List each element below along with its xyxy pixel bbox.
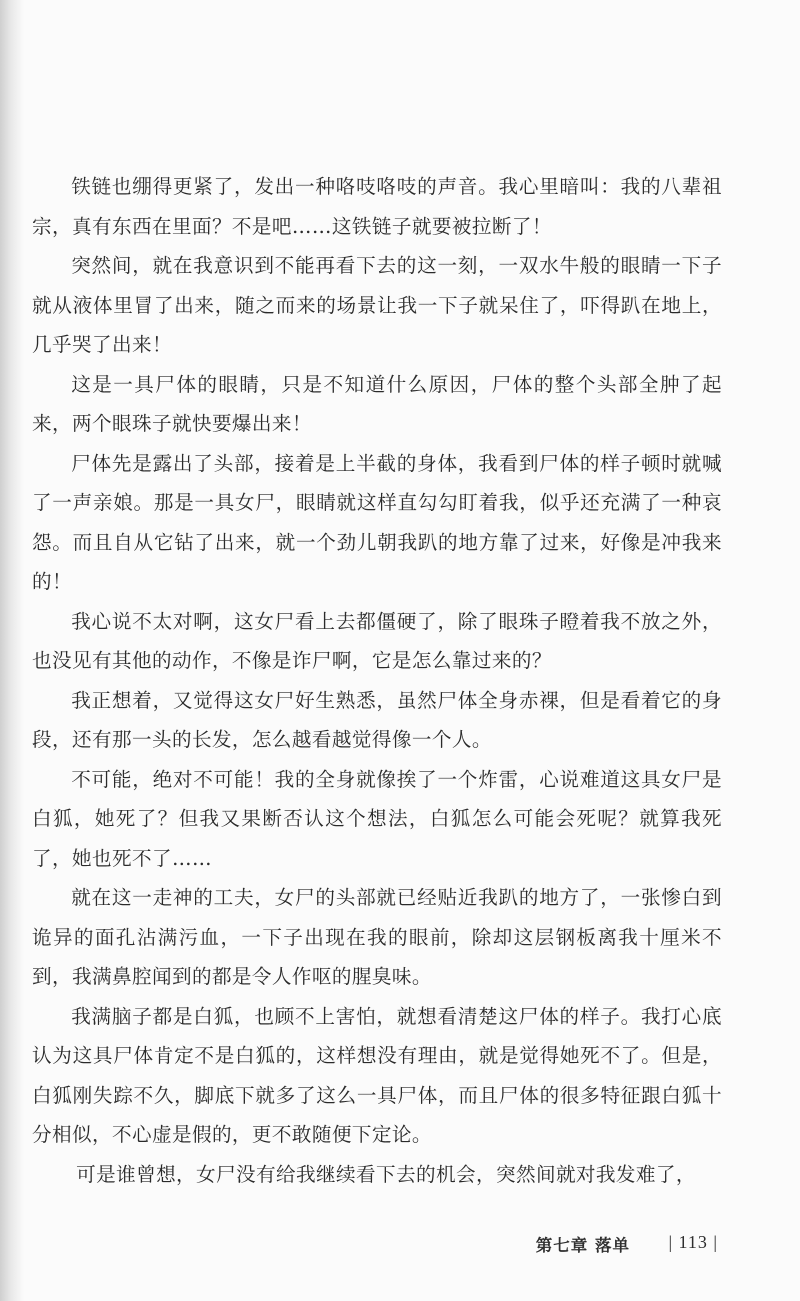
paragraph: 尸体先是露出了头部，接着是上半截的身体，我看到尸体的样子顿时就喊了一声亲娘。那是一具女尸，眼睛就这样直勾勾盯着我，似乎还充满了一种哀怨。而且自从它钻了出来，就一个劲儿朝我趴的地方靠了过来，好像是冲我来的！	[32, 451, 722, 593]
paragraph: 就在这一走神的工夫，女尸的头部就已经贴近我趴的地方了，一张惨白到诡异的面孔沾满污血，一下子出现在我的眼前，除却这层钢板离我十厘米不到，我满鼻腔闻到的都是令人作呕的腥臭味。	[32, 886, 722, 988]
paragraph: 可是谁曾想，女尸没有给我继续看下去的机会，突然间就对我发难了，	[76, 1162, 696, 1186]
paragraph: 我心说不太对啊，这女尸看上去都僵硬了，除了眼珠子瞪着我不放之外，也没见有其他的动作，不像是诈尸啊，它是怎么靠过来的？	[32, 609, 722, 672]
paragraph: 铁链也绷得更紧了，发出一种咯吱咯吱的声音。我心里暗叫：我的八辈祖宗，真有东西在里面？不是吧……这铁链子就要被拉断了！	[32, 175, 722, 238]
paragraph: 这是一具尸体的眼睛，只是不知道什么原因，尸体的整个头部全肿了起来，两个眼珠子就快要爆出来！	[32, 372, 722, 435]
chapter-title: 第七章 落单	[535, 1236, 630, 1255]
paragraph: 不可能，绝对不可能！我的全身就像挨了一个炸雷，心说难道这具女尸是白狐，她死了？但我又果断否认这个想法，白狐怎么可能会死呢？就算我死了，她也死不了……	[32, 767, 722, 870]
paragraph: 我满脑子都是白狐，也顾不上害怕，就想看清楚这尸体的样子。我打心底认为这具尸体肯定不是白狐的，这样想没有理由，就是觉得她死不了。但是，白狐刚失踪不久，脚底下就多了这么一具尸体，而且尸体的很多特征跟白狐十分相似，不心虚是假的，更不敢随便下定论。	[32, 1004, 722, 1146]
body-text	[32, 167, 722, 1194]
page-binding-shadow	[0, 0, 24, 1301]
page-number: | 113 |	[668, 1232, 718, 1252]
page-footer	[0, 1232, 722, 1258]
paragraph: 我正想着，又觉得这女尸好生熟悉，虽然尸体全身赤裸，但是看着它的身段，还有那一头的长发，怎么越看越觉得像一个人。	[32, 688, 722, 751]
paragraph: 突然间，就在我意识到不能再看下去的这一刻，一双水牛般的眼睛一下子就从液体里冒了出来，随之而来的场景让我一下子就呆住了，吓得趴在地上，几乎哭了出来！	[32, 254, 722, 356]
